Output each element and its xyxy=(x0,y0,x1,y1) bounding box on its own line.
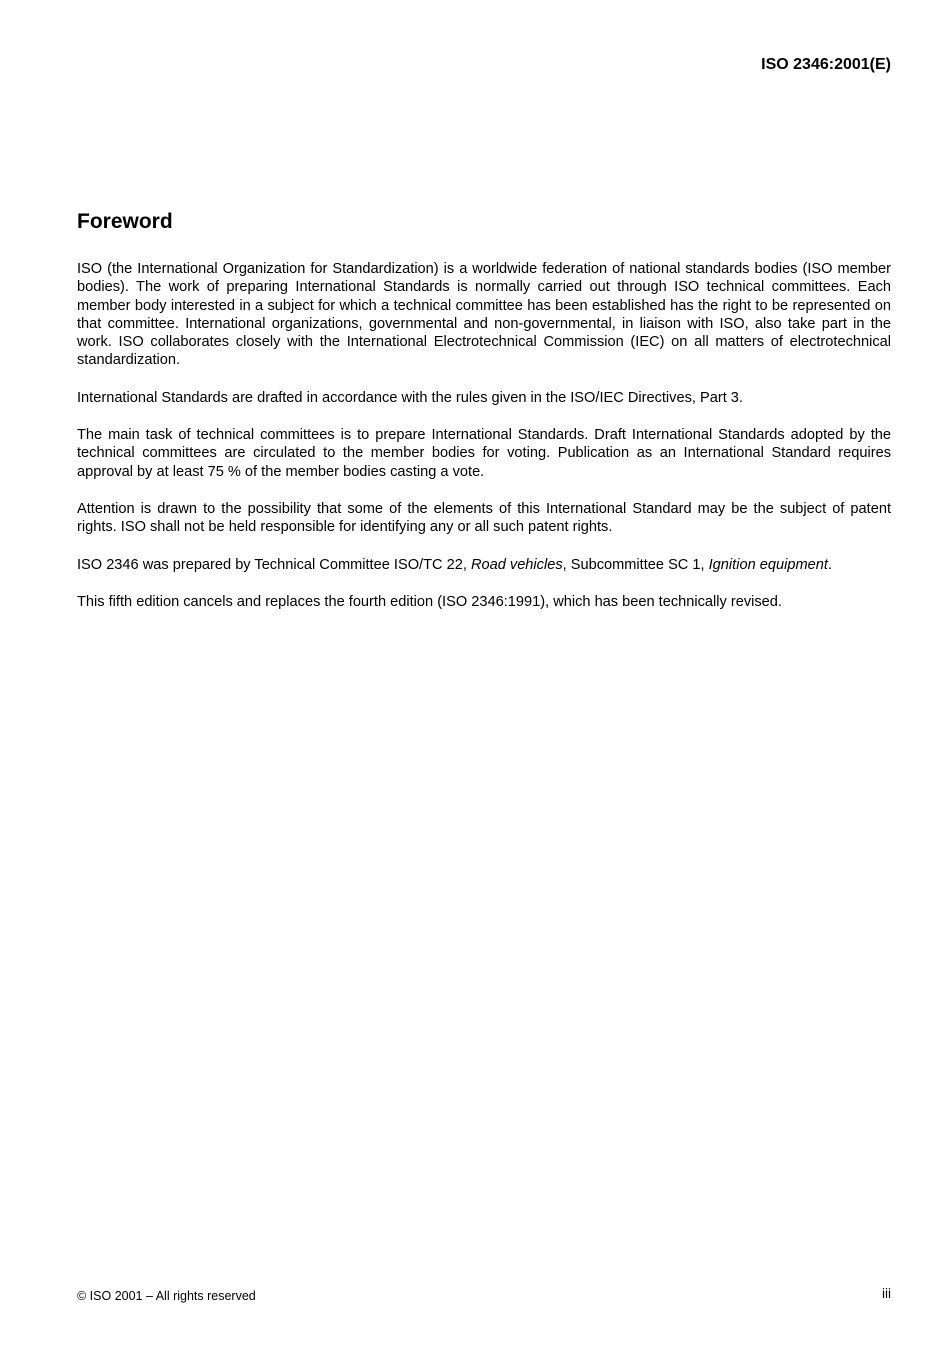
paragraph-patent-rights: Attention is drawn to the possibility that some of the elements of this International Standard may be the subject of patent rights. ISO shall not be held responsible for identifying any or all such patent rights. xyxy=(77,500,891,536)
prepared-by-text-2: , Subcommittee SC 1, xyxy=(562,556,709,573)
copyright-notice: © ISO 2001 – All rights reserved xyxy=(77,1289,256,1303)
paragraph-directives: International Standards are drafted in accordance with the rules given in the ISO/IEC Directives, Part 3. xyxy=(77,389,743,406)
document-id: ISO 2346:2001(E) xyxy=(761,56,891,73)
paragraph-edition: This fifth edition cancels and replaces the fourth edition (ISO 2346:1991), which has been technically revised. xyxy=(77,593,782,610)
paragraph-committee-task: The main task of technical committees is to prepare International Standards. Draft International Standards adopted by the technical committees are circulated to the member bodies for voting. Publication as an International Standard requires approval by at least 75 % of the member bodies casting a vote. xyxy=(77,427,891,480)
prepared-by-text-3: . xyxy=(827,556,832,573)
paragraph-prepared-by xyxy=(77,556,891,574)
page-title: Foreword xyxy=(77,210,173,233)
subcommittee-name: Ignition equipment xyxy=(708,556,828,573)
foreword-body xyxy=(77,260,891,630)
prepared-by-text-1: ISO 2346 was prepared by Technical Committee ISO/TC 22, xyxy=(77,556,471,573)
committee-name: Road vehicles xyxy=(470,556,563,573)
paragraph-iso-intro: ISO (the International Organization for Standardization) is a worldwide federation of national standards bodies (ISO member bodies). The work of preparing International Standards is normally carried out through ISO technical committees. Each member body interested in a subject for which a technical committee has been established has the right to be represented on that committee. International organizations, governmental and non-governmental, in liaison with ISO, also take part in the work. ISO collaborates closely with the International Electrotechnical Commission (IEC) on all matters of electrotechnical standardization. xyxy=(77,261,891,369)
page-number: iii xyxy=(882,1286,891,1301)
